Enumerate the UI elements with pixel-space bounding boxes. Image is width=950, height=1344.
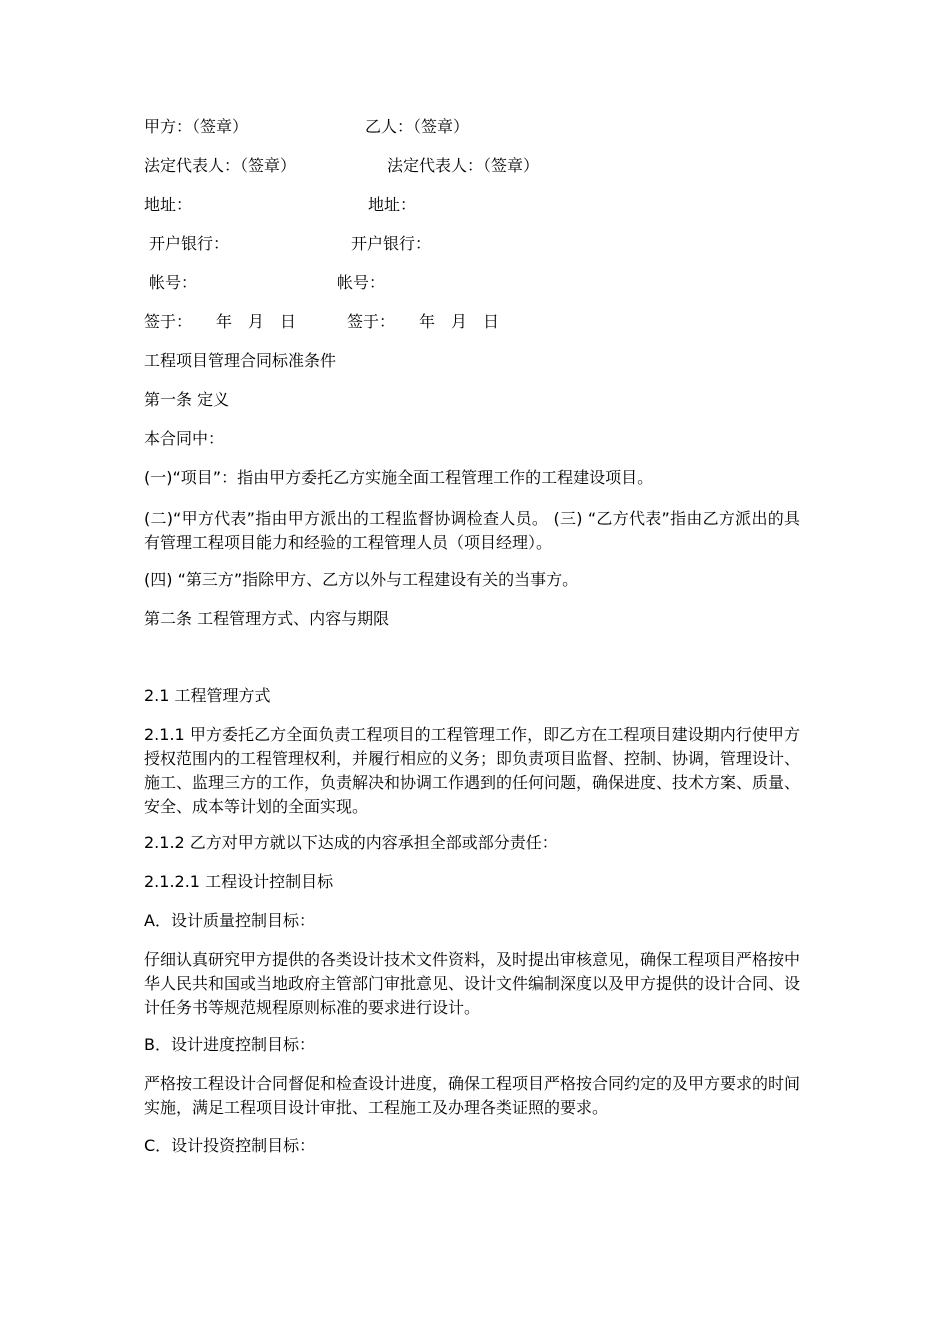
account-b: 帐号： [337, 273, 386, 292]
section-2-1-1: 2.1.1 甲方委托乙方全面负责工程项目的工程管理工作，即乙方在工程项目建设期内行使甲方授权范围内的工程管理权利，并履行相应的义务；即负责项目监督、控制、协调，管理设计、施工、监理三方的工作，负责解决和协调工作遇到的任何问题，确保进度、技术方案、质量、安全、成本等计划的全面实现。 [144, 725, 801, 816]
address-a: 地址： [144, 195, 193, 214]
article-2-heading: 第二条 工程管理方式、内容与期限 [144, 609, 390, 628]
legal-rep-b: 法定代表人：（签章） [387, 156, 540, 175]
address-b: 地址： [368, 195, 417, 214]
article-1-heading: 第一条 定义 [144, 390, 230, 409]
section-2-1-2-1: 2.1.2.1 工程设计控制目标 [144, 872, 334, 891]
design-schedule-heading: B．设计进度控制目标： [144, 1035, 315, 1054]
design-quality-heading: A．设计质量控制目标： [144, 911, 315, 930]
party-b-signature: 乙人：（签章） [365, 117, 470, 136]
design-schedule-text: 严格按工程设计合同督促和检查设计进度，确保工程项目严格按合同约定的及甲方要求的时间实施，满足工程项目设计审批、工程施工及办理各类证照的要求。 [144, 1074, 801, 1117]
design-investment-heading: C．设计投资控制目标： [144, 1136, 316, 1155]
design-quality-text: 仔细认真研究甲方提供的各类设计技术文件资料，及时提出审核意见，确保工程项目严格按中华人民共和国或当地政府主管部门审批意见、设计文件编制深度以及甲方提供的设计合同、设计任务书等规范规程原则标准的要求进行设计。 [144, 950, 801, 1017]
signed-date-a: 签于： 年 月 日 [144, 312, 297, 331]
signed-date-b: 签于： 年 月 日 [347, 312, 500, 331]
definition-2-3: (二)“甲方代表”指由甲方派出的工程监督协调检查人员。 (三) “乙方代表”指由乙方派出的具有管理工程项目能力和经验的工程管理人员（项目经理）。 [144, 509, 800, 552]
definitions-intro: 本合同中： [144, 429, 225, 448]
document-title: 工程项目管理合同标准条件 [144, 351, 337, 370]
account-a: 帐号： [149, 273, 198, 292]
definition-1: (一)“项目”：指由甲方委托乙方实施全面工程管理工作的工程建设项目。 [144, 468, 654, 487]
party-a-signature: 甲方：（签章） [144, 117, 249, 136]
section-2-1-heading: 2.1 工程管理方式 [144, 686, 271, 705]
bank-b: 开户银行： [351, 234, 432, 253]
bank-a: 开户银行： [149, 234, 230, 253]
legal-rep-a: 法定代表人：（签章） [144, 156, 297, 175]
section-2-1-2: 2.1.2 乙方对甲方就以下达成的内容承担全部或部分责任： [144, 833, 558, 852]
definition-4: (四) “第三方”指除甲方、乙方以外与工程建设有关的当事方。 [144, 570, 579, 589]
